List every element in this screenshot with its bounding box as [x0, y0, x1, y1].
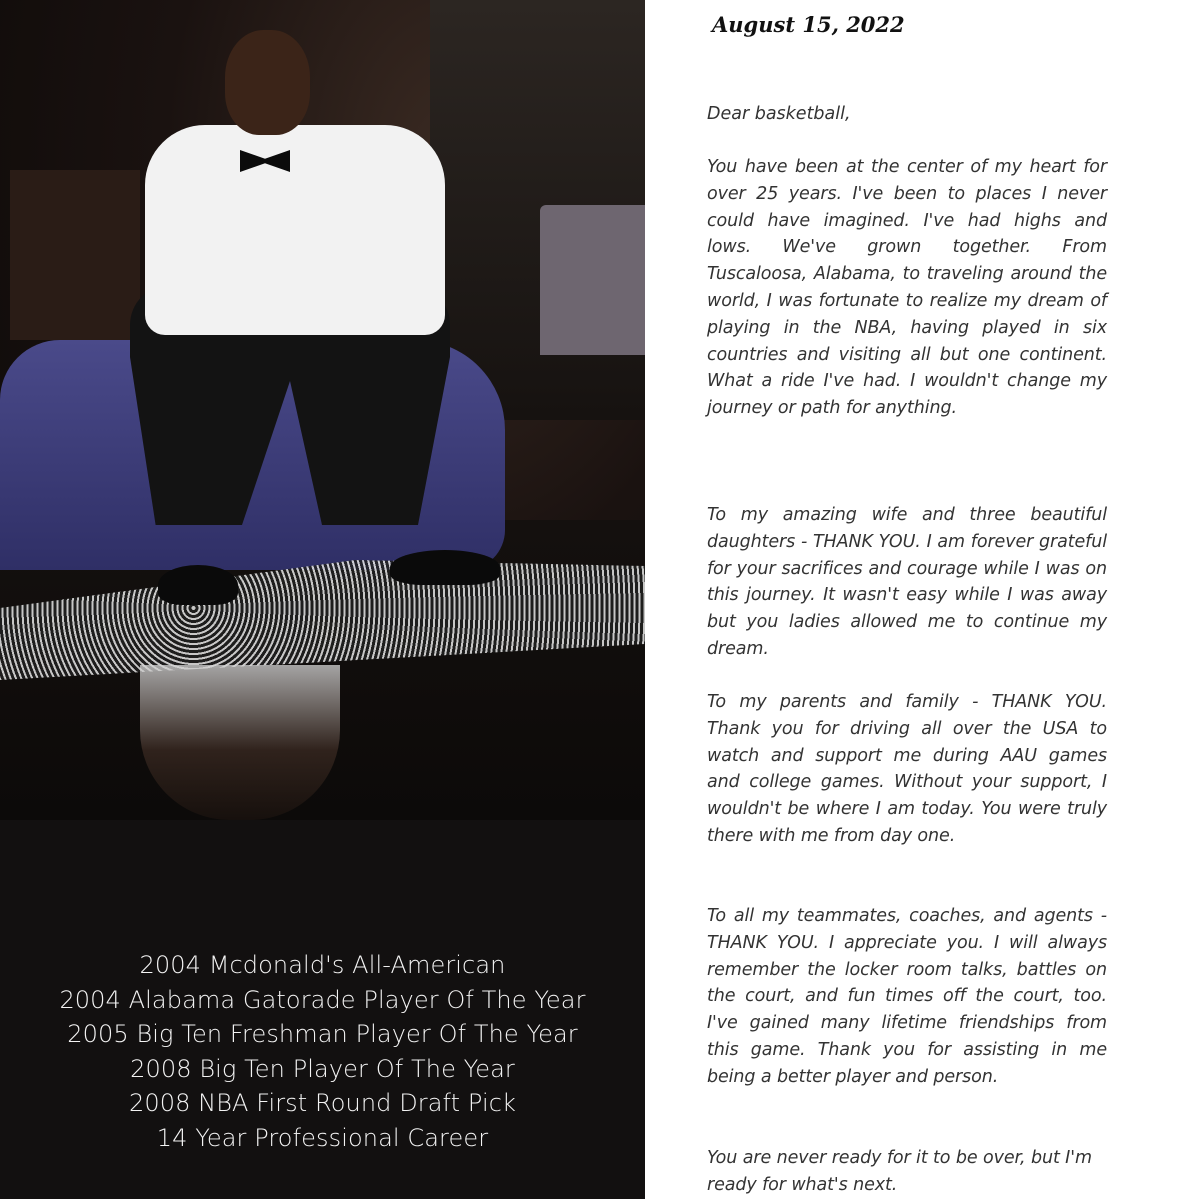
- letter-paragraph: To my amazing wife and three beautiful daughters - THANK YOU. I am forever grateful for your sacrifices and courage while I was on this journey. It wasn't easy while I was away but you ladies allowed me to continue my dream.: [707, 505, 1107, 659]
- letter-paragraph: To my parents and family - THANK YOU. Thank you for driving all over the USA to watch and support me during AAU games and college games. Without your support, I wouldn't be where I am today. You were truly there with me from day one.: [707, 692, 1107, 846]
- achievement-item: 2008 Big Ten Player Of The Year: [130, 1054, 515, 1083]
- letter-greeting: Dear basketball,: [707, 104, 851, 124]
- background-chair: [540, 205, 645, 355]
- letter-closing: You are never ready for it to be over, but I'm ready for what's next.: [707, 1148, 1092, 1195]
- achievements-panel: [0, 820, 645, 1199]
- smiling-face: [225, 30, 310, 135]
- achievement-item: 2004 Mcdonald's All-American: [139, 951, 506, 979]
- letter-date: August 15, 2022: [712, 12, 905, 37]
- letter-paragraph: To all my teammates, coaches, and agents - THANK YOU. I appreciate you. I will always remember the locker room talks, battles on the court, and fun times off the court, too. I've gained many lifetime friendships from this game. Thank you for assisting in me being a better player and person.: [707, 906, 1107, 1087]
- left-shoe: [158, 565, 238, 605]
- background-shelf: [10, 170, 140, 340]
- seated-man-in-tuxedo: [130, 30, 460, 610]
- right-shoe: [390, 550, 500, 585]
- achievement-item: 2008 NBA First Round Draft Pick: [128, 1089, 517, 1117]
- achievement-item: 2005 Big Ten Freshman Player Of The Year: [67, 1020, 578, 1048]
- achievement-item: 2004 Alabama Gatorade Player Of The Year: [59, 985, 586, 1014]
- white-dress-shirt: [145, 125, 445, 335]
- player-photo: [0, 0, 645, 820]
- achievement-item: 14 Year Professional Career: [156, 1123, 489, 1152]
- achievements-list: [0, 948, 645, 1155]
- floor-reflection: [140, 665, 340, 820]
- letter-paragraph: You have been at the center of my heart for over 25 years. I've been to places I never could have imagined. I've had highs and lows. We've grown together. From Tuscaloosa, Alabama, to traveling around the world, I was fortunate to realize my dream of playing in the NBA, having played in six countries and visiting all but one continent. What a ride I've had. I wouldn't change my journey or path for anything.: [707, 157, 1107, 419]
